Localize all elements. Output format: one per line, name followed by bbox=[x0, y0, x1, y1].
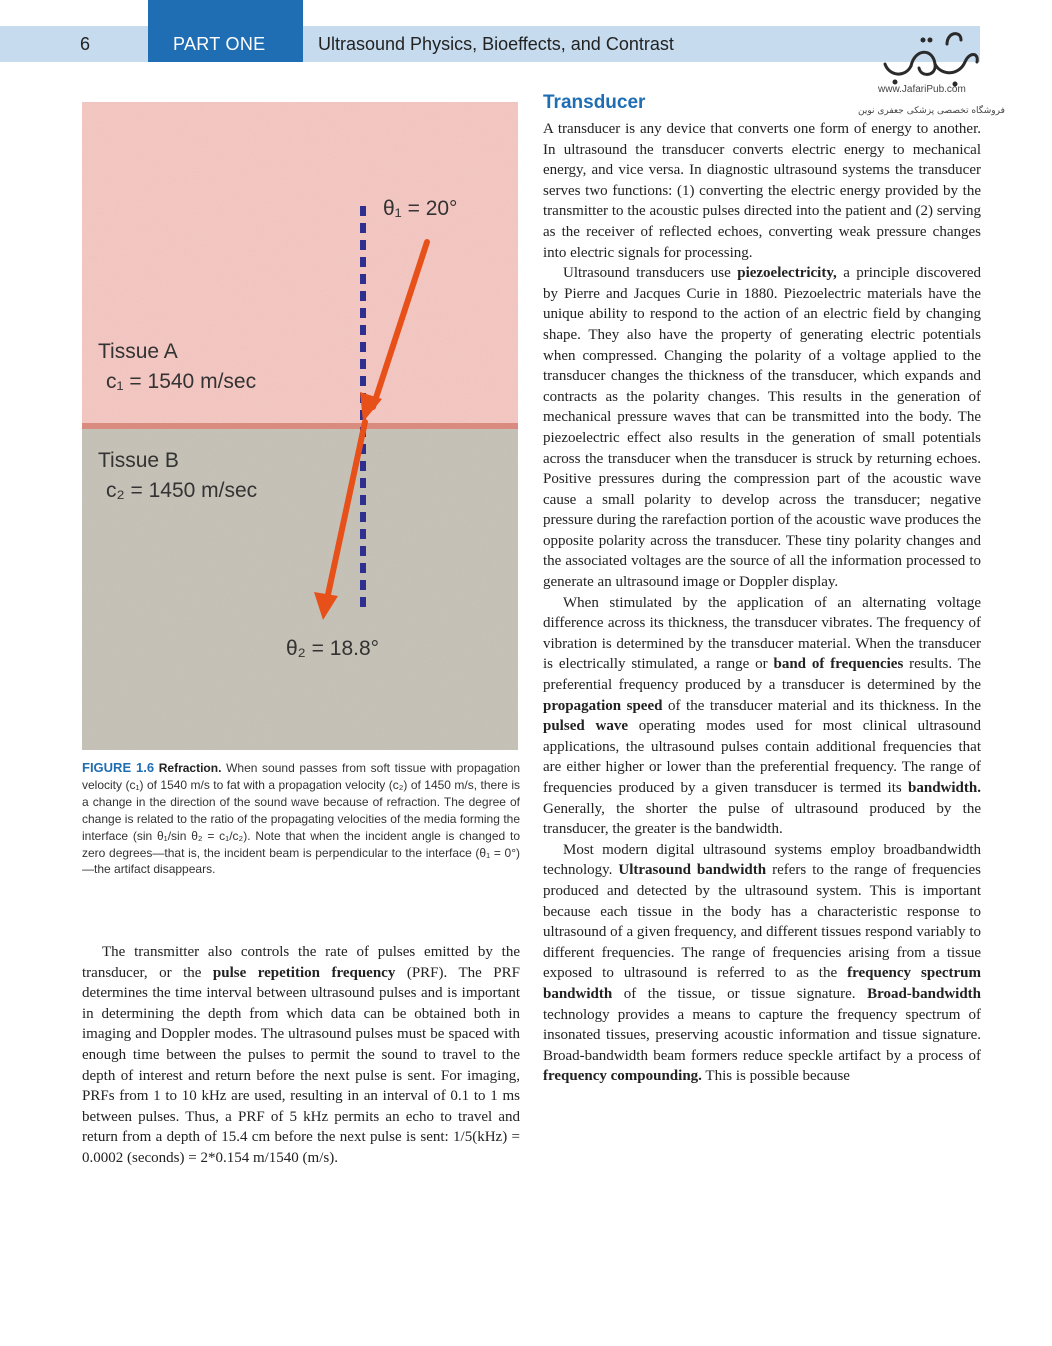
caption-title: Refraction. bbox=[158, 761, 222, 775]
theta2-label: θ₂ = 18.8° bbox=[286, 637, 380, 660]
figure-caption bbox=[82, 760, 520, 878]
term-ultrasound-bandwidth: Ultrasound bandwidth bbox=[618, 862, 767, 879]
chapter-title: Ultrasound Physics, Bioeffects, and Contrast bbox=[318, 34, 674, 54]
transducer-section bbox=[543, 119, 981, 1087]
text-span: technology provides a means to capture the frequency spectrum of insonated tissues, preserving acoustic information and tissue signature. Broad-bandwidth beam formers reduce speckle artifact by a process of bbox=[543, 1006, 981, 1064]
text-span: The transmitter also controls the rate of pulses emitted by the transducer, or the bbox=[82, 944, 520, 981]
theta1-label: θ₁ = 20° bbox=[383, 197, 458, 220]
text-span: of the tissue, or tissue signature. bbox=[612, 985, 868, 1002]
watermark-url: www.JafariPub.com bbox=[878, 84, 966, 95]
term-prf: pulse repetition frequency bbox=[212, 964, 396, 981]
tissue-b-label: Tissue B bbox=[98, 449, 179, 472]
tissue-a-label: Tissue A bbox=[98, 340, 178, 363]
text-span: Generally, the shorter the pulse of ultrasound produced by the transducer, the greater is the bandwidth. bbox=[543, 800, 981, 838]
c2-label: c₂ = 1450 m/sec bbox=[106, 479, 258, 502]
paragraph-3 bbox=[543, 593, 981, 840]
text-span: of the transducer material and its thickness. In the bbox=[662, 697, 982, 714]
text-span: Most modern digital ultrasound systems employ broadbandwidth technology. bbox=[543, 841, 981, 879]
caption-number: FIGURE 1.6 bbox=[82, 760, 155, 775]
text-span: (PRF). The PRF determines the time interval between ultrasound pulses and is important in determining the depth from which data can be obtained both in imaging and Doppler modes. The ultrasound pulses must be spaced with enough time between the pulses to permit the sound to travel to the depth of interest and return before the next pulse is sent. For imaging, PRFs from 1 to 10 kHz are used, resulting in an interval of 0.1 to 1 ms between pulses. Thus, a PRF of 5 kHz permits an echo to travel and return from a depth of 15.4 cm before the next pulse is sent: 1/5(kHz) = 0.0002 (seconds) = 2*0.154 m/1540 (m/s). bbox=[82, 964, 520, 1166]
text-span: Ultrasound transducers use bbox=[563, 265, 738, 282]
watermark-subtitle: فروشگاه تخصصی پزشکی جعفری نوین bbox=[858, 106, 1005, 116]
paragraph-1: A transducer is any device that converts one form of energy to another. In ultrasound the transducer converts electric energy to mechanical energy, and vice versa. In diagnostic ultrasound systems the transducer serves two functions: (1) converting the electric energy provided by the transmitter to the acoustic pulses directed into the patient and (2) serving as the receiver of reflected echoes, converting weak pressure changes into electric signals for processing. bbox=[543, 121, 981, 261]
text-span: results. The preferential frequency produced by a transducer is determined by the bbox=[543, 656, 981, 694]
text-span: refers to the range of frequencies produced and detected by the ultrasound system. This is important because each tissue in the body has a characteristic response to ultrasound of a given frequency, and different tissues respond variably to different frequencies. The range of frequencies arising from a tissue exposed to ultrasound is referred to as the bbox=[543, 862, 981, 982]
text-span: operating modes used for most clinical ultrasound applications, the ultrasound pulses contain additional frequencies that are either higher or lower than the preferential frequency. The range of frequencies produced by a given transducer is termed its bbox=[543, 718, 981, 796]
term-propagation-speed: propagation speed bbox=[543, 697, 663, 714]
term-frequency-compounding: frequency compounding. bbox=[543, 1068, 702, 1085]
section-heading: Transducer bbox=[543, 92, 646, 113]
caption-text: When sound passes from soft tissue with propagation velocity (c₁) of 1540 m/s to fat with a propagation velocity (c₂) of 1450 m/s, there is a change in the direction of the sound wave because of refraction. The degree of change is related to the ratio of the propagating velocities of the media forming the interface (sin θ₁/sin θ₂ = c₁/c₂). Note that when the incident angle is changed to zero degrees—that is, the incident beam is perpendicular to the interface (θ₁ = 0°)—the artifact disappears. bbox=[82, 761, 520, 877]
term-frequency-spectrum-bandwidth: frequency spectrum bandwidth bbox=[543, 965, 981, 1002]
term-band-of-frequencies: band of frequencies bbox=[773, 656, 904, 673]
page-number: 6 bbox=[80, 34, 91, 54]
term-bandwidth: bandwidth. bbox=[908, 780, 981, 796]
text-span: When stimulated by the application of an alternating voltage difference across its thickness, the transducer vibrates. The frequency of vibration is determined by the transducer material. When the transducer is electrically stimulated, a range or bbox=[543, 594, 981, 673]
term-pulsed-wave: pulsed wave bbox=[543, 718, 628, 735]
paragraph-2 bbox=[543, 263, 981, 593]
term-piezoelectricity: piezoelectricity, bbox=[737, 265, 837, 282]
c1-label: c₁ = 1540 m/sec bbox=[106, 370, 257, 393]
prf-paragraph bbox=[82, 942, 520, 1169]
part-label: PART ONE bbox=[173, 34, 266, 54]
term-broad-bandwidth: Broad-bandwidth bbox=[867, 985, 981, 1002]
text-span: This is possible because bbox=[701, 1068, 850, 1085]
interface-line bbox=[82, 423, 518, 429]
paragraph-4 bbox=[543, 840, 981, 1087]
text-span: a principle discovered by Pierre and Jacques Curie in 1880. Piezoelectric materials have the unique ability to respond to the action of an electric field by changing shape. They also have the property of generating electric potentials when compressed. Changing the polarity of a voltage applied to the transducer changes the thickness of the transducer, which expands and contracts as the polarity changes. This results in the generation of mechanical pressure waves that can be transmitted into the body. The piezoelectric effect also results in the generation of small potentials across the transducer when the transducer is struck by returning echoes. Positive pressures during the compression part of the acoustic wave cause a small polarity to develop across the transducer; negative pressure during the rarefaction portion of the acoustic wave produces the opposite polarity across the transducer. These tiny polarity changes and the associated voltages are the source of all the information processed to generate an ultrasound image or Doppler display. bbox=[543, 265, 981, 591]
